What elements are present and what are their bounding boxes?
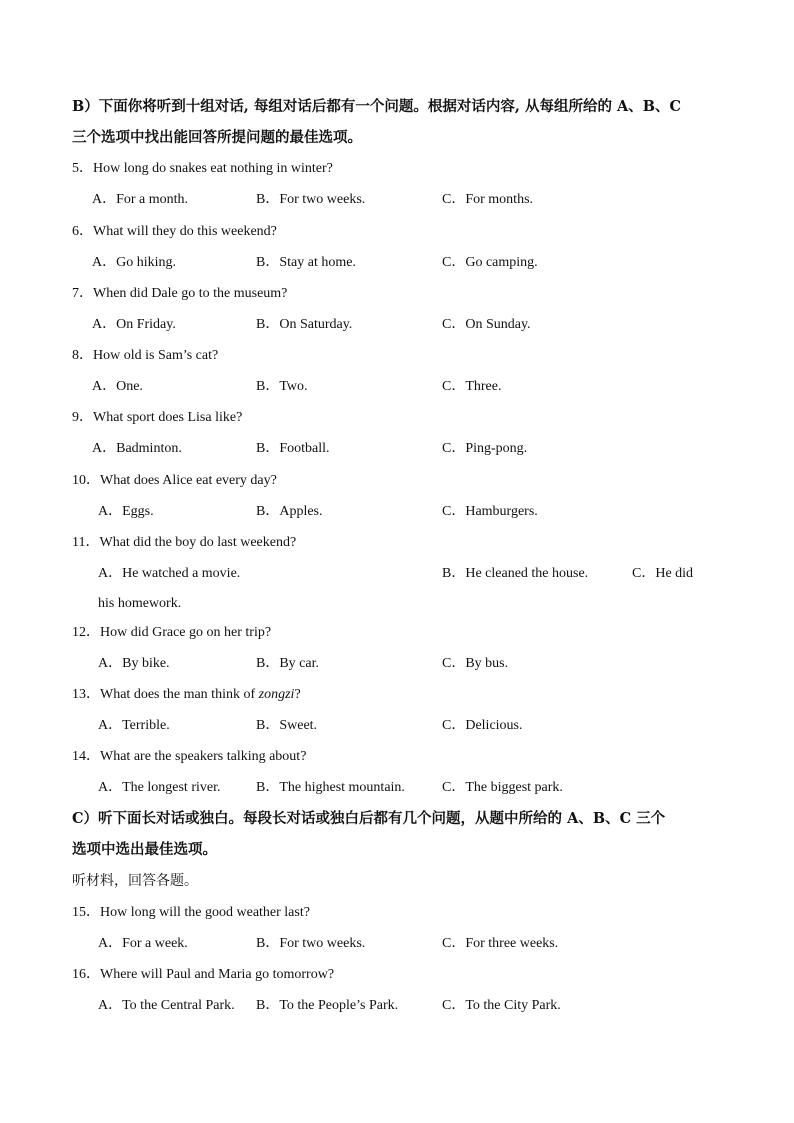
option-a: A．He watched a movie. xyxy=(98,566,241,581)
section-b-instruction-line2: 三个选项中找出能回答所提问题的最佳选项。 xyxy=(72,129,362,146)
option-c: C．On Sunday. xyxy=(442,317,531,332)
question-6: 6．What will they do this weekend? xyxy=(72,224,277,239)
question-13-mark: ? xyxy=(294,687,301,702)
section-c-instruction-line2: 选项中选出最佳选项。 xyxy=(72,841,217,858)
option-c: C．For months. xyxy=(442,192,534,207)
option-b: B．Sweet. xyxy=(256,718,318,733)
question-13-italic-term: zongzi xyxy=(258,687,295,702)
option-b: B．Football. xyxy=(256,441,330,456)
section-b-instruction-line1: B）下面你将听到十组对话, 每组对话后都有一个问题。根据对话内容, 从每组所给的 A、B、C xyxy=(72,98,682,115)
option-a: A．One. xyxy=(92,379,143,394)
question-7: 7．When did Dale go to the museum? xyxy=(72,286,288,301)
option-c: C．He did xyxy=(632,566,694,581)
option-b: B．The highest mountain. xyxy=(256,780,405,795)
question-10: 10．What does Alice eat every day? xyxy=(72,473,277,488)
option-a: A．For a month. xyxy=(92,192,189,207)
option-c: C．By bus. xyxy=(442,656,509,671)
question-16: 16．Where will Paul and Maria go tomorrow? xyxy=(72,967,335,982)
option-b: B．He cleaned the house. xyxy=(442,566,589,581)
question-15: 15．How long will the good weather last? xyxy=(72,905,310,920)
option-a: A．By bike. xyxy=(98,656,170,671)
option-c: C．The biggest park. xyxy=(442,780,563,795)
option-b: B．On Saturday. xyxy=(256,317,353,332)
section-c-instruction-line1: C）听下面长对话或独白。每段长对话或独白后都有几个问题，从题中所给的 A、B、C 三个 xyxy=(72,810,666,827)
option-b: B．Two. xyxy=(256,379,308,394)
option-b: B．To the People’s Park. xyxy=(256,998,399,1013)
question-9: 9．What sport does Lisa like? xyxy=(72,410,243,425)
option-a: A．To the Central Park. xyxy=(98,998,235,1013)
option-a: A．Eggs. xyxy=(98,504,154,519)
option-a: A．Go hiking. xyxy=(92,255,176,270)
option-a: A．Terrible. xyxy=(98,718,170,733)
option-b: B．For two weeks. xyxy=(256,936,366,951)
question-13 xyxy=(72,685,301,705)
option-b: B．For two weeks. xyxy=(256,192,366,207)
option-a: A．On Friday. xyxy=(92,317,176,332)
option-a: A．For a week. xyxy=(98,936,188,951)
option-c: C．For three weeks. xyxy=(442,936,559,951)
option-c-continuation: his homework. xyxy=(98,596,182,611)
section-c-instruction-line3: 听材料，回答各题。 xyxy=(72,874,198,889)
option-c: C．Delicious. xyxy=(442,718,523,733)
question-11: 11．What did the boy do last weekend? xyxy=(72,535,297,550)
option-c: C．Go camping. xyxy=(442,255,538,270)
option-b: B．By car. xyxy=(256,656,319,671)
option-c: C．Ping-pong. xyxy=(442,441,528,456)
question-13-text: 13．What does the man think of xyxy=(72,687,259,702)
option-a: A．Badminton. xyxy=(92,441,182,456)
option-c: C．To the City Park. xyxy=(442,998,561,1013)
option-c: C．Three. xyxy=(442,379,502,394)
option-c: C．Hamburgers. xyxy=(442,504,538,519)
question-5: 5．How long do snakes eat nothing in winter? xyxy=(72,161,333,176)
option-b: B．Apples. xyxy=(256,504,323,519)
question-12: 12．How did Grace go on her trip? xyxy=(72,625,272,640)
option-b: B．Stay at home. xyxy=(256,255,356,270)
question-8: 8．How old is Sam’s cat? xyxy=(72,348,219,363)
question-14: 14．What are the speakers talking about? xyxy=(72,749,307,764)
option-a: A．The longest river. xyxy=(98,780,221,795)
